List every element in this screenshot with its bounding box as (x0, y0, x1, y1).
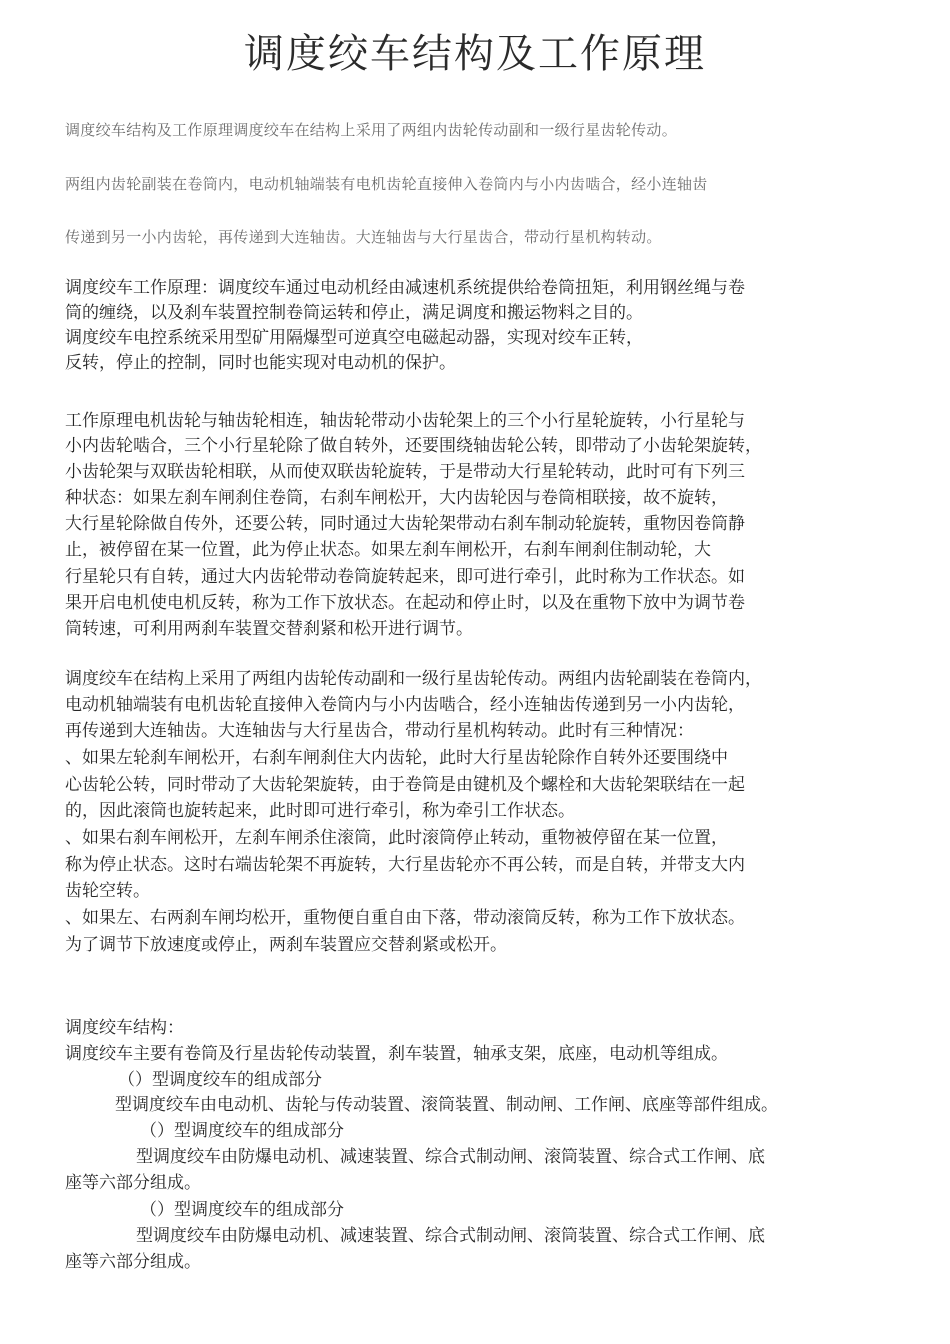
structure-line: 电动机轴端装有电机齿轮直接伸入卷筒内与小内齿啮合，经小连轴齿传递到另一小内齿轮， (65, 695, 745, 715)
composition-line: 调度绞车主要有卷筒及行星齿轮传动装置，刹车装置，轴承支架，底座，电动机等组成。 (65, 1044, 728, 1064)
composition-line: 座等六部分组成。 (65, 1173, 201, 1193)
structure-line: 调度绞车在结构上采用了两组内齿轮传动副和一级行星齿轮传动。两组内齿轮副装在卷筒内， (65, 669, 762, 689)
working-line: 工作原理电机齿轮与轴齿轮相连，轴齿轮带动小齿轮架上的三个小行星轮旋转，小行星轮与 (65, 411, 745, 431)
composition-line: 型调度绞车由电动机、齿轮与传动装置、滚筒装置、制动闸、工作闸、底座等部件组成。 (115, 1095, 778, 1115)
principle-line: 筒的缠绕，以及刹车装置控制卷筒运转和停止，满足调度和搬运物料之目的。 (65, 303, 643, 323)
working-line: 小齿轮架与双联齿轮相联，从而使双联齿轮旋转，于是带动大行星轮转动，此时可有下列三 (65, 462, 745, 482)
working-line: 大行星轮除做自传外，还要公转，同时通过大齿轮架带动右刹车制动轮旋转，重物因卷筒静 (65, 514, 745, 534)
structure-line: 再传递到大连轴齿。大连轴齿与大行星齿合，带动行星机构转动。此时有三种情况： (65, 721, 694, 741)
working-line: 果开启电机使电机反转，称为工作下放状态。在起动和停止时，以及在重物下放中为调节卷 (65, 593, 745, 613)
structure-line: 齿轮空转。 (65, 881, 150, 901)
principle-line: 调度绞车工作原理：调度绞车通过电动机经由减速机系统提供给卷筒扭矩，利用钢丝绳与卷 (65, 278, 745, 298)
working-line: 行星轮只有自转，通过大内齿轮带动卷筒旋转起来，即可进行牵引，此时称为工作状态。如 (65, 567, 745, 587)
principle-line: 调度绞车电控系统采用型矿用隔爆型可逆真空电磁起动器，实现对绞车正转， (65, 328, 643, 348)
composition-subheading: （）型调度绞车的组成部分 (118, 1070, 322, 1090)
structure-line: 、如果左轮刹车闸松开，右刹车闸刹住大内齿轮，此时大行星齿轮除作自转外还要围绕中 (65, 748, 728, 768)
intro-line: 传递到另一小内齿轮，再传递到大连轴齿。大连轴齿与大行星齿合，带动行星机构转动。 (65, 228, 662, 246)
composition-line: 座等六部分组成。 (65, 1252, 201, 1272)
structure-line: 、如果左、右两刹车闸均松开，重物便自重自由下落，带动滚筒反转，称为工作下放状态。 (65, 908, 745, 928)
structure-line: 为了调节下放速度或停止，两刹车装置应交替刹紧或松开。 (65, 935, 507, 955)
composition-subheading: （）型调度绞车的组成部分 (140, 1200, 344, 1220)
composition-line: 型调度绞车由防爆电动机、减速装置、综合式制动闸、滚筒装置、综合式工作闸、底 (136, 1147, 765, 1167)
composition-heading: 调度绞车结构： (65, 1018, 184, 1038)
working-line: 止，被停留在某一位置，此为停止状态。如果左刹车闸松开，右刹车闸刹住制动轮，大 (65, 540, 711, 560)
intro-line: 两组内齿轮副装在卷筒内，电动机轴端装有电机齿轮直接伸入卷筒内与小内齿啮合，经小连轴齿 (65, 175, 708, 193)
working-line: 种状态：如果左刹车闸刹住卷筒，右刹车闸松开，大内齿轮因与卷筒相联接，故不旋转， (65, 488, 728, 508)
principle-line: 反转，停止的控制，同时也能实现对电动机的保护。 (65, 353, 456, 373)
working-line: 小内齿轮啮合，三个小行星轮除了做自转外，还要围绕轴齿轮公转，即带动了小齿轮架旋转， (65, 436, 762, 456)
composition-subheading: （）型调度绞车的组成部分 (140, 1121, 344, 1141)
structure-line: 称为停止状态。这时右端齿轮架不再旋转，大行星齿轮亦不再公转，而是自转，并带支大内 (65, 855, 745, 875)
document-title: 调度绞车结构及工作原理 (244, 31, 706, 77)
intro-line: 调度绞车结构及工作原理调度绞车在结构上采用了两组内齿轮传动副和一级行星齿轮传动。 (65, 121, 678, 139)
working-line: 筒转速，可利用两刹车装置交替刹紧和松开进行调节。 (65, 619, 473, 639)
composition-line: 型调度绞车由防爆电动机、减速装置、综合式制动闸、滚筒装置、综合式工作闸、底 (136, 1226, 765, 1246)
structure-line: 的，因此滚筒也旋转起来，此时即可进行牵引，称为牵引工作状态。 (65, 801, 575, 821)
structure-line: 、如果右刹车闸松开，左刹车闸杀住滚筒，此时滚筒停止转动，重物被停留在某一位置， (65, 828, 728, 848)
structure-line: 心齿轮公转，同时带动了大齿轮架旋转，由于卷筒是由键机及个螺栓和大齿轮架联结在一起 (65, 775, 745, 795)
